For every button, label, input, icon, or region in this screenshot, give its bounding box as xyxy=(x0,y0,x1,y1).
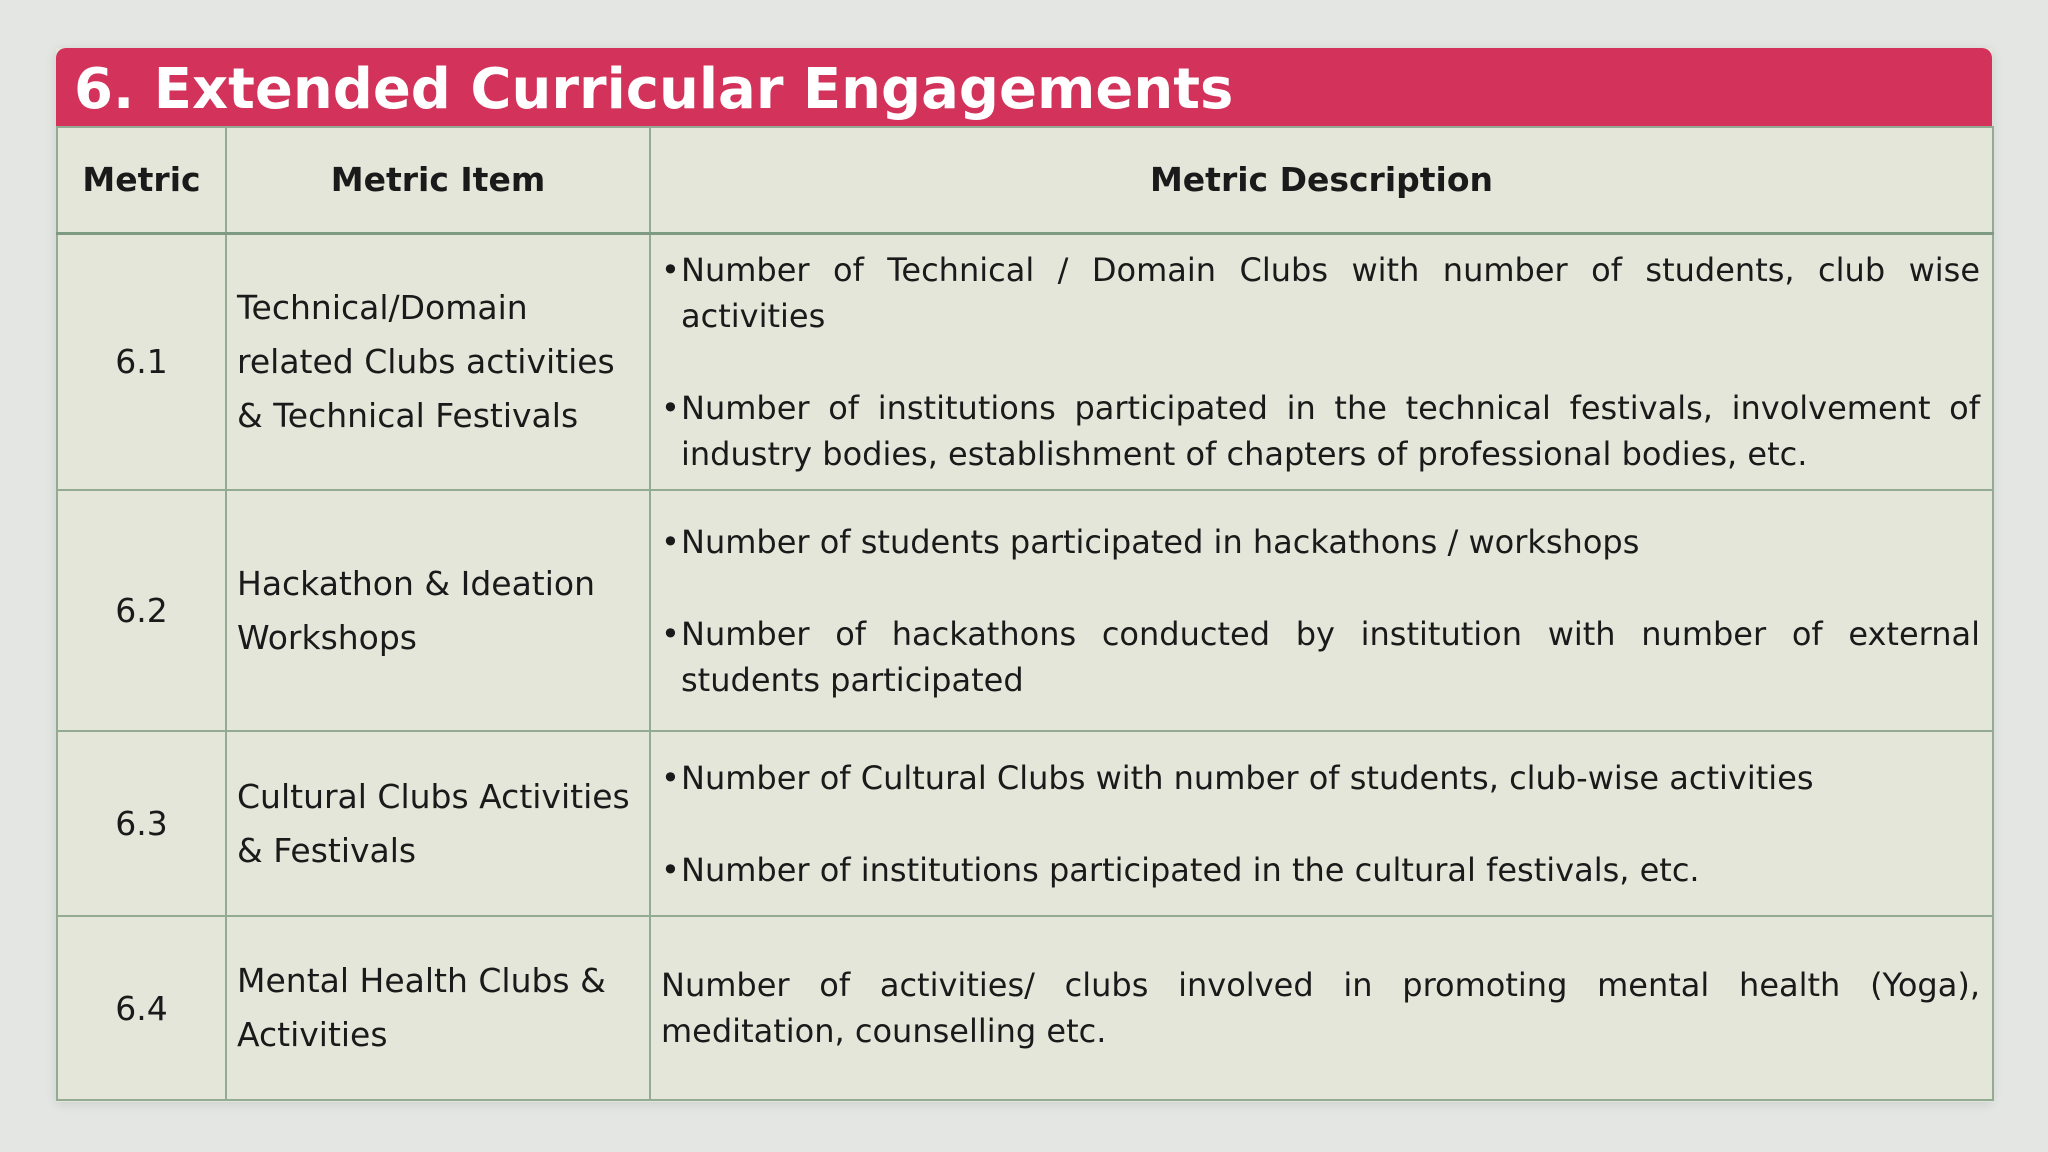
metric-description-cell xyxy=(650,490,1993,731)
title-bar xyxy=(56,48,1992,126)
bullet-text: Number of institutions participated in the technical festivals, involvement of industry bodies, establishment of chapters of professional bodies, etc. xyxy=(681,388,1980,473)
description-bullet xyxy=(661,611,1980,703)
metric-description-cell xyxy=(650,731,1993,916)
metrics-table xyxy=(56,126,1994,1101)
metric-description-cell xyxy=(650,916,1993,1100)
slide-card xyxy=(56,48,1992,1102)
table-header-row xyxy=(57,127,1993,233)
table-row xyxy=(57,916,1993,1100)
bullet-dot-icon: • xyxy=(661,522,680,561)
table-row xyxy=(57,490,1993,731)
header-metric: Metric xyxy=(57,127,226,233)
description-text: Number of activities/ clubs involved in promoting mental health (Yoga), meditation, counselling etc. xyxy=(661,966,1980,1050)
table-row xyxy=(57,731,1993,916)
metric-item-cell: Hackathon & Ideation Workshops xyxy=(226,490,650,731)
bullet-text: Number of hackathons conducted by institution with number of external students participated xyxy=(681,614,1980,699)
metric-cell: 6.4 xyxy=(57,916,226,1100)
metric-description-cell xyxy=(650,233,1993,490)
bullet-text: Number of Technical / Domain Clubs with number of students, club wise activities xyxy=(681,250,1980,335)
metric-item-cell: Mental Health Clubs & Activities xyxy=(226,916,650,1100)
header-metric-item: Metric Item xyxy=(226,127,650,233)
description-bullet xyxy=(661,755,1980,801)
slide-title: 6. Extended Curricular Engagements xyxy=(74,57,1234,122)
description-bullet xyxy=(661,847,1980,893)
metric-cell: 6.2 xyxy=(57,490,226,731)
metric-cell: 6.1 xyxy=(57,233,226,490)
metric-item-cell: Cultural Clubs Activities & Festivals xyxy=(226,731,650,916)
bullet-dot-icon: • xyxy=(661,850,680,889)
bullet-dot-icon: • xyxy=(661,758,680,797)
header-metric-description: Metric Description xyxy=(650,127,1993,233)
description-bullet xyxy=(661,385,1980,477)
bullet-text: Number of institutions participated in the cultural festivals, etc. xyxy=(681,850,1700,889)
description-bullet xyxy=(661,519,1980,565)
metric-cell: 6.3 xyxy=(57,731,226,916)
bullet-text: Number of students participated in hackathons / workshops xyxy=(681,522,1640,561)
bullet-dot-icon: • xyxy=(661,614,680,653)
metric-item-cell: Technical/Domain related Clubs activities & Technical Festivals xyxy=(226,233,650,490)
bullet-dot-icon: • xyxy=(661,250,680,289)
description-bullet xyxy=(661,247,1980,339)
table-row xyxy=(57,233,1993,490)
bullet-dot-icon: • xyxy=(661,388,680,427)
bullet-text: Number of Cultural Clubs with number of students, club-wise activities xyxy=(681,758,1814,797)
